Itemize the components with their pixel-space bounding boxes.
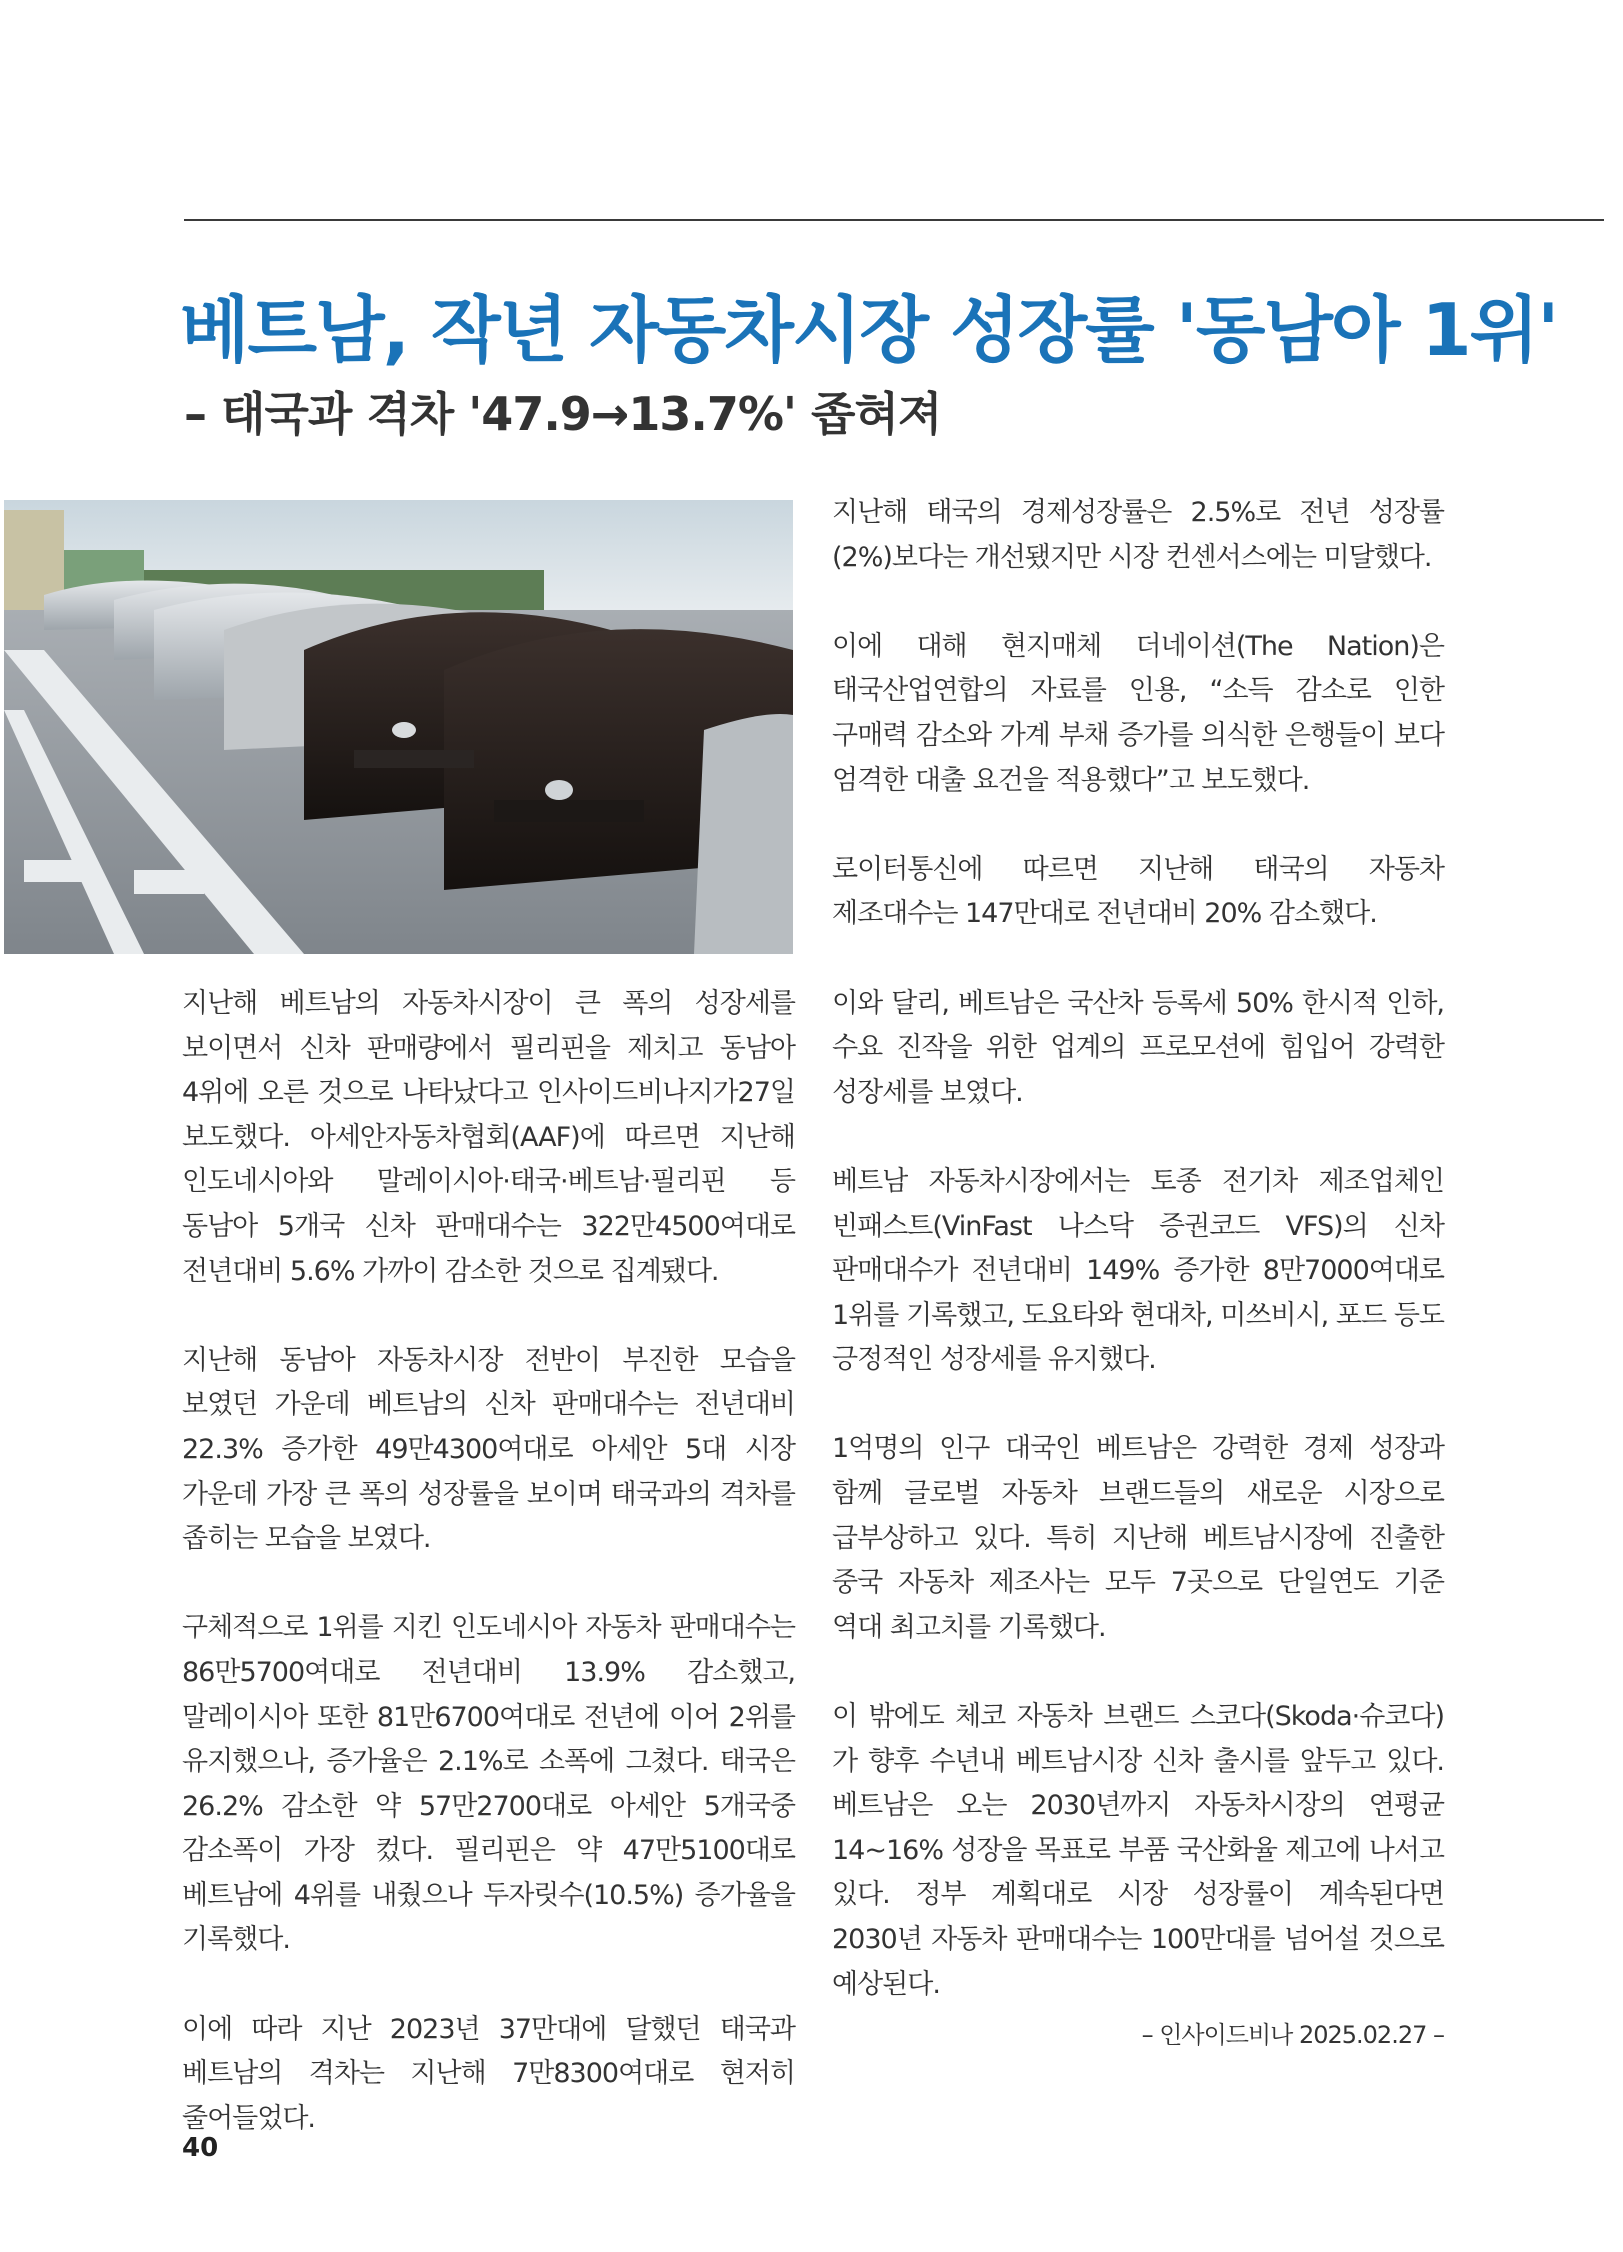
paragraph: 지난해 동남아 자동차시장 전반이 부진한 모습을 보였던 가운데 베트남의 신차 판매대수는 전년대비 22.3% 증가한 49만4300여대로 아세안 5대 시장 가운데 가장 큰 폭의 성장률을 보이며 태국과의 격차를 좁히는 모습을 보였다. (182, 1344, 795, 1555)
paragraph: 지난해 태국의 경제성장률은 2.5%로 전년 성장률(2%)보다는 개선됐지만 시장 컨센서스에는 미달했다. (832, 497, 1444, 573)
paragraph: 구체적으로 1위를 지킨 인도네시아 자동차 판매대수는 86만5700여대로 전년대비 13.9% 감소했고, 말레이시아 또한 81만6700여대로 전년에 이어 2위를 유지했으나, 증가율은 2.1%로 소폭에 그쳤다. 태국은 26.2% 감소한 약 57만2700대로 아세안 5개국중 감소폭이 가장 컸다. 필리핀은 약 47만5100대로 베트남에 4위를 내줬으나 두자릿수(10.5%) 증가율을 기록했다. (182, 1612, 795, 1956)
paragraph: 이에 대해 현지매체 더네이션(The Nation)은 태국산업연합의 자료를 인용, “소득 감소로 인한 구매력 감소와 가계 부채 증가를 의식한 은행들이 보다 엄격한 대출 요건을 적용했다”고 보도했다. (832, 630, 1444, 796)
header-divider (184, 219, 1604, 221)
paragraph: 베트남 자동차시장에서는 토종 전기차 제조업체인 빈패스트(VinFast 나스닥 증권코드 VFS)의 신차 판매대수가 전년대비 149% 증가한 8만7000여대로 1위를 기록했고, 도요타와 현대차, 미쓰비시, 포드 등도 긍정적인 성장세를 유지했다. (832, 1165, 1444, 1376)
article-photo (4, 500, 793, 954)
article-title: 베트남, 작년 자동차시장 성장률 '동남아 1위' (180, 288, 1558, 372)
right-column (832, 491, 1444, 2052)
paragraph: 지난해 베트남의 자동차시장이 큰 폭의 성장세를 보이면서 신차 판매량에서 필리핀을 제치고 동남아 4위에 오른 것으로 나타났다고 인사이드비나지가27일 보도했다. 아세안자동차협회(AAF)에 따르면 지난해 인도네시아와 말레이시아·태국·베트남·필리핀 등 동남아 5개국 신차 판매대수는 322만4500여대로 전년대비 5.6% 가까이 감소한 것으로 집계됐다. (182, 988, 795, 1287)
page-number: 40 (182, 2133, 219, 2163)
article-source: – 인사이드비나 2025.02.27 – (1141, 2021, 1444, 2049)
paragraph: 이와 달리, 베트남은 국산차 등록세 50% 한시적 인하, 수요 진작을 위한 업계의 프로모션에 힘입어 강력한 성장세를 보였다. (832, 987, 1444, 1108)
paragraph: 1억명의 인구 대국인 베트남은 강력한 경제 성장과 함께 글로벌 자동차 브랜드들의 새로운 시장으로 급부상하고 있다. 특히 지난해 베트남시장에 진출한 중국 자동차 제조사는 모두 7곳으로 단일연도 기준 역대 최고치를 기록했다. (832, 1433, 1444, 1643)
paragraph: 이에 따라 지난 2023년 37만대에 달했던 태국과 베트남의 격차는 지난해 7만8300여대로 현저히 줄어들었다. (182, 2013, 795, 2134)
paragraph: 이 밖에도 체코 자동차 브랜드 스코다(Skoda·슈코다)가 향후 수년내 베트남시장 신차 출시를 앞두고 있다. 베트남은 오는 2030년까지 자동차시장의 연평균 14~16% 성장을 목표로 부품 국산화율 제고에 나서고 있다. 정부 계획대로 시장 성장률이 계속된다면 2030년 자동차 판매대수는 100만대를 넘어설 것으로 예상된다. (832, 1701, 1444, 2000)
paragraph: 로이터통신에 따르면 지난해 태국의 자동차 제조대수는 147만대로 전년대비 20% 감소했다. (832, 853, 1444, 930)
cars-parking-lot-image (4, 500, 793, 954)
left-column (182, 982, 795, 2186)
article-subtitle: – 태국과 격차 '47.9→13.7%' 좁혀져 (184, 387, 942, 441)
